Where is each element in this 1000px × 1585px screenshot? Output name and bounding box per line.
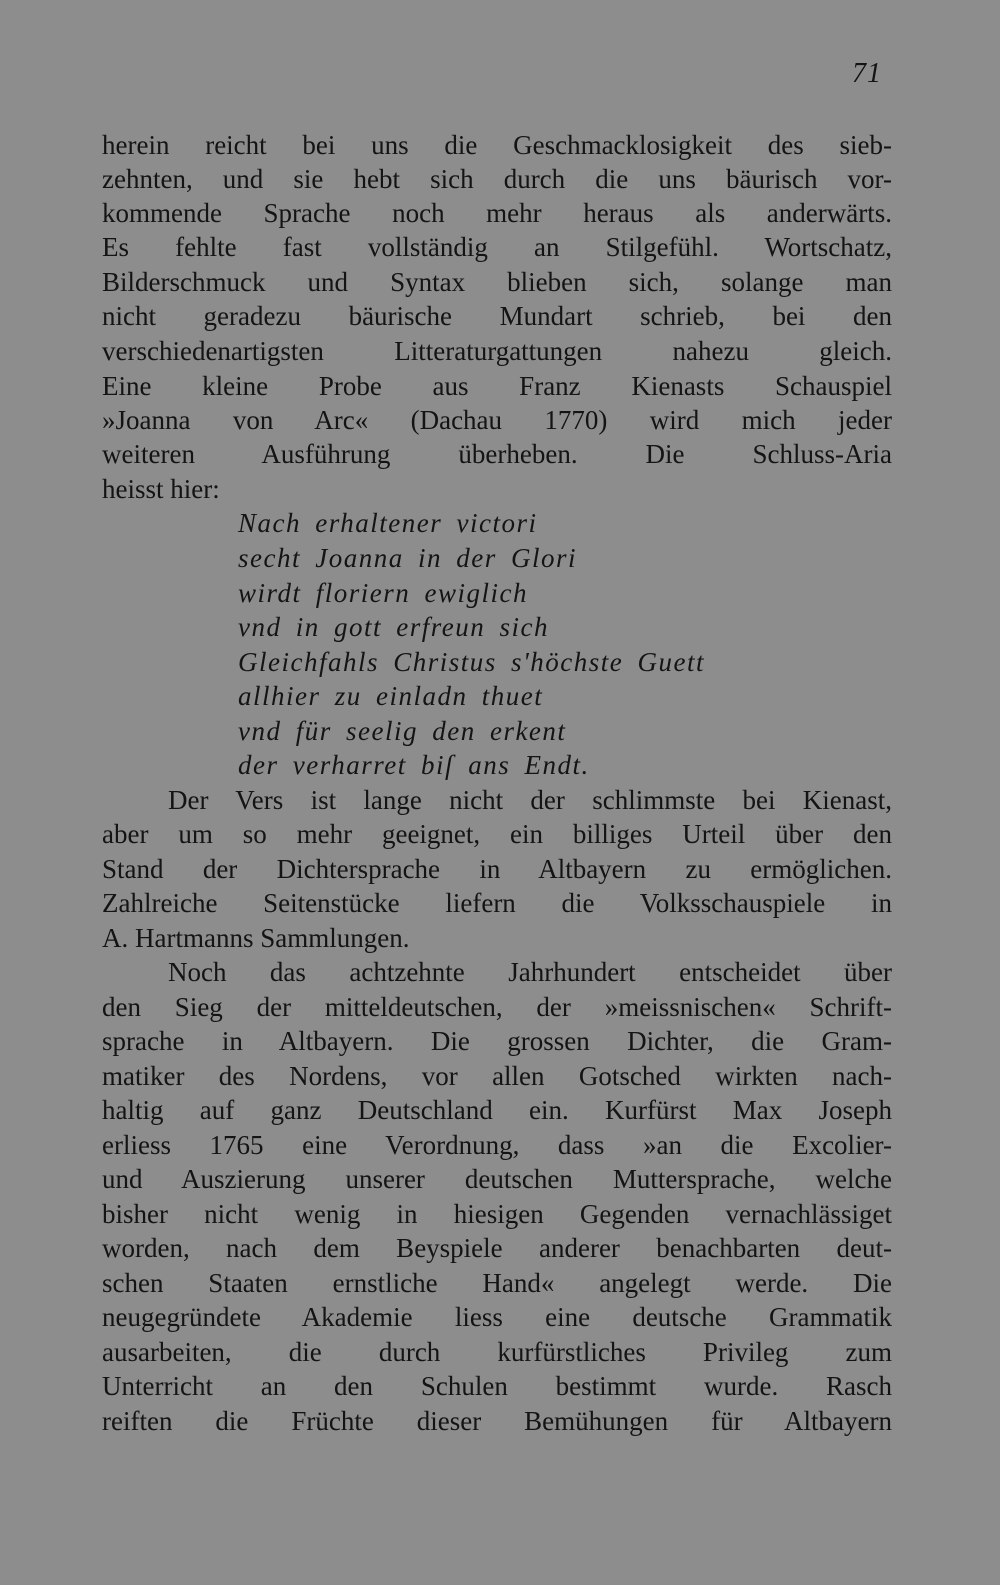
- text-line: »Joanna von Arc« (Dachau 1770) wird mich jeder: [102, 405, 892, 435]
- text-line: Unterricht an den Schulen bestimmt wurde. Rasch: [102, 1371, 892, 1401]
- text-line: nicht geradezu bäurische Mundart schrieb, bei den: [102, 301, 892, 331]
- verse-line: der verharret biſ ans Endt.: [238, 750, 590, 780]
- verse-line: Gleichfahls Christus s'höchste Guett: [238, 647, 706, 677]
- text-line: zehnten, und sie hebt sich durch die uns bäurisch vor-: [102, 164, 892, 194]
- page-number: 71: [852, 58, 882, 89]
- text-line: heisst hier:: [102, 474, 220, 504]
- text-line: matiker des Nordens, vor allen Gotsched wirkten nach-: [102, 1061, 892, 1091]
- text-line: weiteren Ausführung überheben. Die Schluss-Aria: [102, 439, 892, 469]
- text-line: erliess 1765 eine Verordnung, dass »an die Excolier-: [102, 1130, 892, 1160]
- text-line: A. Hartmanns Sammlungen.: [102, 923, 410, 953]
- text-line: den Sieg der mitteldeutschen, der »meissnischen« Schrift-: [102, 992, 892, 1022]
- text-line: verschiedenartigsten Litteraturgattungen nahezu gleich.: [102, 336, 892, 366]
- verse-line: Nach erhaltener victori: [238, 508, 538, 538]
- text-line: haltig auf ganz Deutschland ein. Kurfürst Max Joseph: [102, 1095, 892, 1125]
- text-line: ausarbeiten, die durch kurfürstliches Privileg zum: [102, 1337, 892, 1367]
- text-line: neugegründete Akademie liess eine deutsche Grammatik: [102, 1302, 892, 1332]
- text-line: worden, nach dem Beyspiele anderer benachbarten deut-: [102, 1233, 892, 1263]
- text-line: herein reicht bei uns die Geschmacklosigkeit des sieb-: [102, 130, 892, 160]
- text-line: kommende Sprache noch mehr heraus als anderwärts.: [102, 198, 892, 228]
- text-line: Es fehlte fast vollständig an Stilgefühl. Wortschatz,: [102, 232, 892, 262]
- text-line: sprache in Altbayern. Die grossen Dichter, die Gram-: [102, 1026, 892, 1056]
- verse-line: vnd in gott erfreun sich: [238, 612, 549, 642]
- text-line: reiften die Früchte dieser Bemühungen für Altbayern: [102, 1406, 892, 1436]
- text-line: Zahlreiche Seitenstücke liefern die Volksschauspiele in: [102, 888, 892, 918]
- text-line: und Auszierung unserer deutschen Muttersprache, welche: [102, 1164, 892, 1194]
- text-line: Noch das achtzehnte Jahrhundert entscheidet über: [168, 957, 892, 987]
- text-line: Eine kleine Probe aus Franz Kienasts Schauspiel: [102, 371, 892, 401]
- text-line: aber um so mehr geeignet, ein billiges Urteil über den: [102, 819, 892, 849]
- text-line: Stand der Dichtersprache in Altbayern zu ermöglichen.: [102, 854, 892, 884]
- verse-line: wirdt floriern ewiglich: [238, 578, 529, 608]
- text-line: Bilderschmuck und Syntax blieben sich, solange man: [102, 267, 892, 297]
- verse-line: vnd für seelig den erkent: [238, 716, 567, 746]
- verse-line: secht Joanna in der Glori: [238, 543, 577, 573]
- text-line: bisher nicht wenig in hiesigen Gegenden vernachlässiget: [102, 1199, 892, 1229]
- verse-line: allhier zu einladn thuet: [238, 681, 544, 711]
- text-line: Der Vers ist lange nicht der schlimmste bei Kienast,: [168, 785, 892, 815]
- text-line: schen Staaten ernstliche Hand« angelegt werde. Die: [102, 1268, 892, 1298]
